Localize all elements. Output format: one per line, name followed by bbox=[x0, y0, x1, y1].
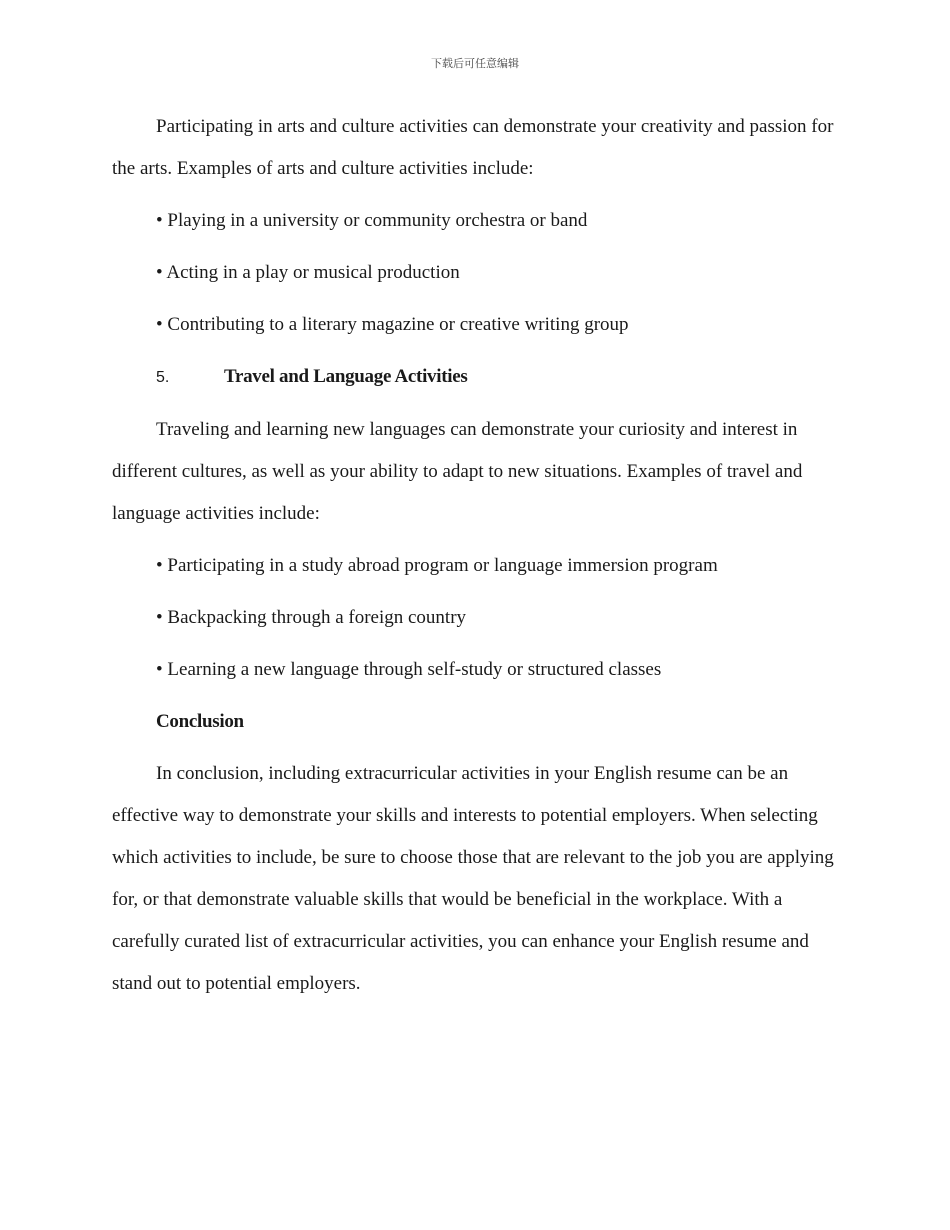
list-item: • Participating in a study abroad program or language immersion program bbox=[156, 555, 718, 576]
header-note: 下载后可任意编辑 bbox=[431, 57, 519, 70]
section-heading bbox=[112, 356, 842, 399]
list-item: • Playing in a university or community orchestra or band bbox=[156, 210, 588, 231]
conclusion-paragraph: In conclusion, including extracurricular activities in your English resume can be an effective way to demonstrate your skills and interests to potential employers. When selecting which activities to include, be sure to choose those that are relevant to the job you are applying for, or that demonstrate valuable skills that would be beneficial in the workplace. With a carefully curated list of extracurricular activities, you can enhance your English resume and stand out to potential employers. bbox=[112, 763, 834, 994]
list-item: • Contributing to a literary magazine or creative writing group bbox=[156, 314, 629, 335]
travel-intro-paragraph: Traveling and learning new languages can demonstrate your curiosity and interest in different cultures, as well as your ability to adapt to new situations. Examples of travel and language activities include: bbox=[112, 419, 803, 524]
section-title: Travel and Language Activities bbox=[224, 366, 468, 387]
list-item: • Backpacking through a foreign country bbox=[156, 607, 467, 628]
section-number: 5. bbox=[156, 369, 170, 386]
conclusion-heading: Conclusion bbox=[156, 711, 244, 732]
list-item: • Learning a new language through self-study or structured classes bbox=[156, 659, 662, 680]
list-item: • Acting in a play or musical production bbox=[156, 262, 460, 283]
document-body bbox=[112, 106, 842, 1015]
arts-intro-paragraph: Participating in arts and culture activities can demonstrate your creativity and passion for the arts. Examples of arts and culture activities include: bbox=[112, 116, 834, 179]
